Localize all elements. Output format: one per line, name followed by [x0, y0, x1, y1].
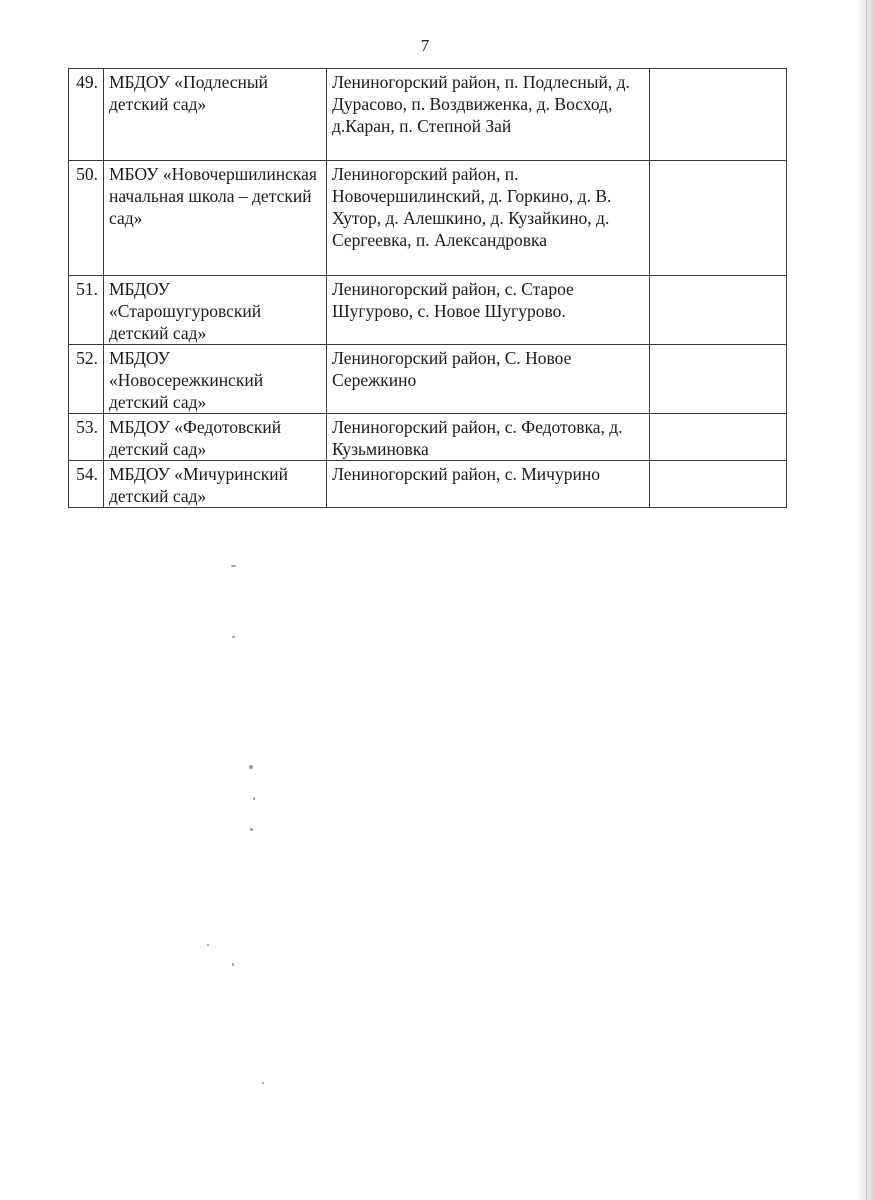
row-number: 50.: [69, 161, 104, 276]
page-number: 7: [420, 36, 430, 55]
service-area: Лениногорский район, с. Федотовка, д. Кузьминовка: [327, 414, 650, 461]
scan-speck: [207, 944, 209, 946]
scan-speck: [253, 797, 255, 800]
empty-cell: [650, 414, 787, 461]
empty-cell: [650, 161, 787, 276]
service-area: Лениногорский район, с. Мичурино: [327, 461, 650, 508]
scan-speck: [262, 1082, 264, 1084]
institution-name: МБДОУ «Мичуринский детский сад»: [104, 461, 327, 508]
institution-name: МБДОУ «Новосережкинский детский сад»: [104, 345, 327, 414]
row-number: 54.: [69, 461, 104, 508]
institution-name: МБДОУ «Старошугуровский детский сад»: [104, 276, 327, 345]
institution-name: МБОУ «Новочершилинская начальная школа – детский сад»: [104, 161, 327, 276]
service-area: Лениногорский район, С. Новое Сережкино: [327, 345, 650, 414]
table-row: [69, 345, 787, 414]
scan-speck: [250, 828, 253, 831]
row-number: 53.: [69, 414, 104, 461]
table-row: [69, 414, 787, 461]
institution-name: МБДОУ «Подлесный детский сад»: [104, 69, 327, 161]
scan-speck: [232, 636, 235, 638]
empty-cell: [650, 461, 787, 508]
empty-cell: [650, 276, 787, 345]
table-row: [69, 461, 787, 508]
scan-speck: [232, 963, 234, 966]
institution-name: МБДОУ «Федотовский детский сад»: [104, 414, 327, 461]
settlements-table: [68, 68, 787, 508]
row-number: 52.: [69, 345, 104, 414]
service-area: Лениногорский район, п. Новочершилинский, д. Горкино, д. В. Хутор, д. Алешкино, д. Кузайкино, д. Сергеевка, п. Александровка: [327, 161, 650, 276]
table-row: [69, 69, 787, 161]
scan-speck: [249, 765, 253, 769]
row-number: 51.: [69, 276, 104, 345]
row-number: 49.: [69, 69, 104, 161]
empty-cell: [650, 345, 787, 414]
scan-speck: [231, 565, 236, 567]
service-area: Лениногорский район, с. Старое Шугурово, с. Новое Шугурово.: [327, 276, 650, 345]
service-area: Лениногорский район, п. Подлесный, д. Дурасово, п. Воздвиженка, д. Восход, д.Каран, п. Степной Зай: [327, 69, 650, 161]
scan-edge-line: [866, 0, 867, 1200]
table-row: [69, 161, 787, 276]
scan-edge-shadow: [855, 0, 873, 1200]
empty-cell: [650, 69, 787, 161]
table-row: [69, 276, 787, 345]
